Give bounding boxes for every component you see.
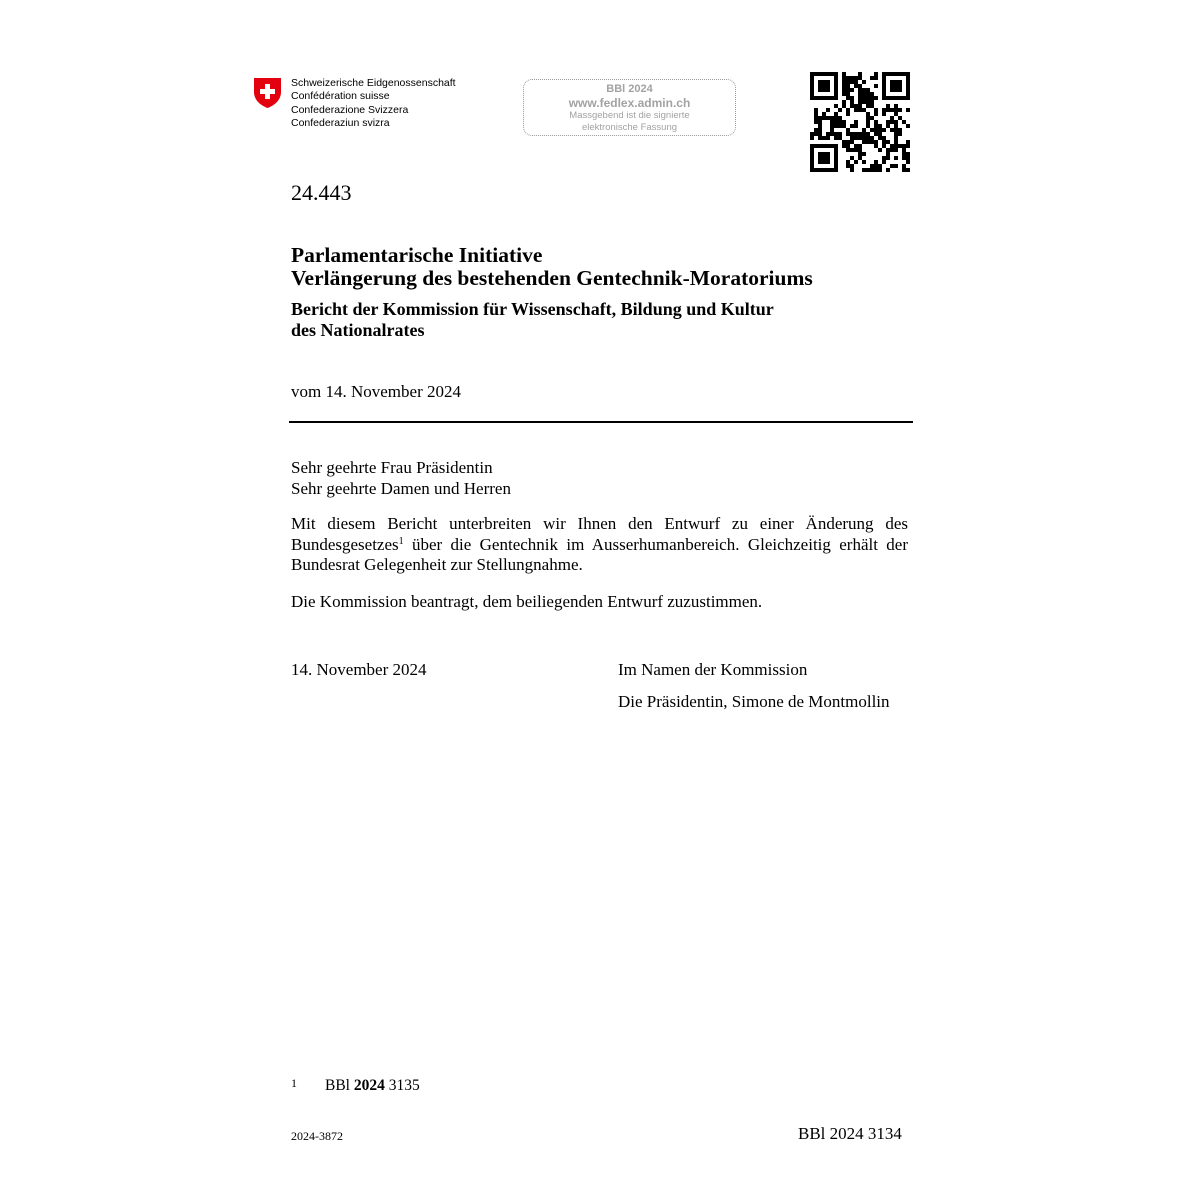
title-line-2: Verlängerung des bestehenden Gentechnik-Moratoriums — [291, 266, 813, 290]
agency-line-it: Confederazione Svizzera — [291, 103, 409, 116]
body-paragraph-2: Die Kommission beantragt, dem beiliegenden Entwurf zuzustimmen. — [291, 592, 763, 611]
stamp-line-1: BBl 2024 — [606, 83, 653, 95]
fedlex-stamp — [523, 79, 736, 136]
stamp-line-3: Massgebend ist die signierte — [569, 110, 690, 121]
footnote-prefix: BBl — [325, 1077, 354, 1094]
subtitle-line-1: Bericht der Kommission für Wissenschaft, Bildung und Kultur — [291, 299, 774, 319]
agency-line-de: Schweizerische Eidgenossenschaft — [291, 77, 456, 89]
greeting-line-2: Sehr geehrte Damen und Herren — [291, 478, 511, 498]
page-citation: BBl 2024 3134 — [798, 1124, 902, 1143]
document-date: vom 14. November 2024 — [291, 382, 461, 401]
body-paragraph-1 — [291, 514, 908, 576]
footnote-suffix: 3135 — [384, 1077, 420, 1094]
footnote-text — [325, 1077, 420, 1095]
greeting — [291, 458, 511, 499]
subtitle-line-2: des Nationalrates — [291, 320, 425, 340]
document-title — [291, 244, 813, 290]
stamp-line-4: elektronische Fassung — [581, 122, 678, 133]
qr-code-icon — [810, 72, 910, 172]
footnote-year: 2024 — [353, 1077, 385, 1094]
signature-date: 14. November 2024 — [291, 660, 427, 679]
swiss-crest-icon — [253, 77, 282, 109]
para1-text-a: Mit diesem Bericht unterbreiten wir Ihnen den Entwurf zu einer Änderung des Bundesgesetzes — [291, 514, 908, 554]
title-line-1: Parlamentarische Initiative — [291, 243, 543, 267]
para1-text-b: über die Gentechnik im Ausserhumanbereich. Gleichzeitig erhält der Bundesrat Gelegenheit zur Stellungnahme. — [291, 534, 908, 574]
signature-line-2: Die Präsidentin, Simone de Montmollin — [618, 692, 890, 711]
footnote-reference: 1 — [398, 535, 404, 547]
agency-line-fr: Confédération suisse — [291, 90, 390, 103]
document-number: 24.443 — [291, 180, 352, 205]
agency-line-rm: Confederaziun svizra — [291, 116, 390, 129]
agency-name-block — [291, 77, 456, 130]
greeting-line-1: Sehr geehrte Frau Präsidentin — [291, 458, 493, 477]
footnote-number: 1 — [291, 1076, 297, 1090]
header-divider — [289, 421, 913, 423]
signature-line-1: Im Namen der Kommission — [618, 660, 808, 679]
document-reference: 2024-3872 — [291, 1129, 343, 1143]
document-subtitle — [291, 299, 774, 341]
stamp-line-2: www.fedlex.admin.ch — [568, 96, 691, 110]
